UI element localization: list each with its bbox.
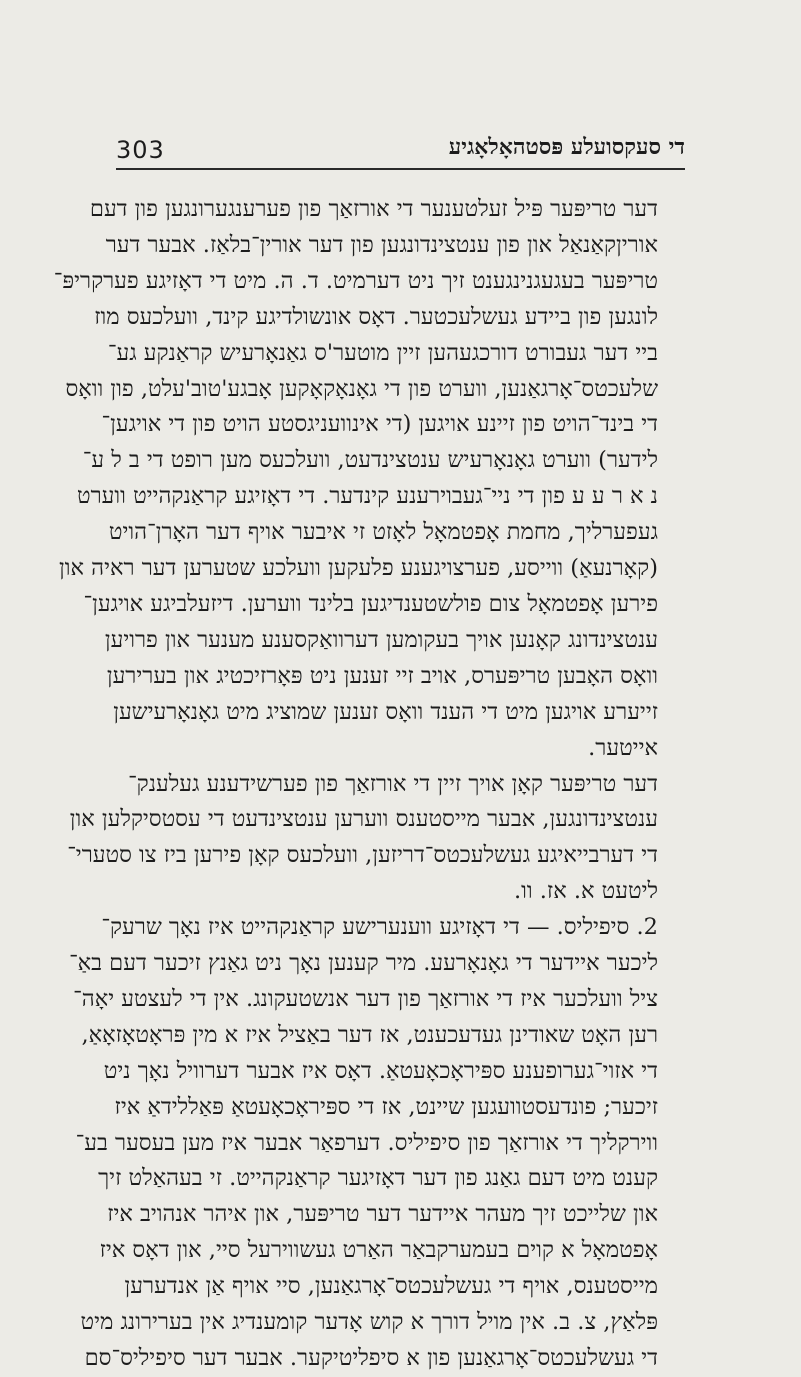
header-rule: [116, 168, 685, 170]
text-line: רען האָט שאודינן געדעכענט, אז דער באַציל איז א מין פּראָטאָזאָאַ,: [81, 1021, 658, 1048]
text-line: דער טריפּער קאָן אויך זיין די אורזאַך פון פערשידענע געלענק־: [128, 770, 658, 797]
running-head: די סעקסועלע פּסטהאָלאָגיע: [448, 134, 685, 160]
text-line: די אזוי־גערופענע ספּיראָכאָעטאַ. דאָס איז אבער דערוויל נאָך ניט: [103, 1057, 658, 1084]
paragraph-2: [67, 767, 686, 911]
text-line: ליכער איידער די גאָנאָרעע. מיר קענען נאָך ניט גאַנץ זיכער דעם באַ־: [69, 950, 658, 977]
text-line: קענט מיט דעם גאַנג פון דער דאָזיגער קראַנקהייט. זי בעהאַלט זיך: [98, 1165, 658, 1192]
text-line: שלעכטס־אָרגאַנען, ווערט פון די גאָנאָקאָקען אָבגע'טוב'עלט, פון וואָס: [65, 375, 658, 402]
text-line: טריפּער בעגעגנינגענט זיך ניט דערמיט. ד. ה. מיט די דאָזיגע פערקריפּ־: [53, 267, 658, 294]
paragraph-1: [53, 192, 686, 767]
text-line: אָפטמאָל א קוים בעמערקבאַר האַרט געשווירעל סיי, און דאָס איז: [99, 1237, 658, 1264]
text-line: ביי דער געבורט דורכגעהען זיין מוטער'ס גאַנאָרעיש קראַנקע גע־: [107, 339, 658, 366]
text-line: פּלאַץ, צ. ב. אין מויל דורך א קוש אָדער קומענדיג אין בערירונג מיט: [80, 1309, 658, 1336]
text-line: (קאָרנעאַ) ווייסע, פערצויגענע פלעקען וועלכע שטערען דער ראיה און: [59, 555, 658, 582]
text-line: ווירקליך די אורזאַך פון סיפיליס. דערפאַר אבער איז מען בעסער בע־: [75, 1129, 658, 1156]
text-line: אייטער.: [588, 734, 658, 761]
text-line: ענטצינדונגען, אבער מייסטענס ווערען ענטצינדעט די עסטסיקלען און: [69, 806, 658, 833]
page-number: 303: [116, 136, 165, 164]
page-header: [116, 134, 685, 174]
text-line: לונגען פון ביידע געשלעכטער. דאָס אונשולדיגע קינד, וועלכעס מוז: [94, 303, 658, 330]
text-line: וואָס האָבען טריפּערס, אויב זיי זענען ניט פּאָרזיכטיג און בערירען: [106, 662, 658, 689]
text-line: נ א ר ע ע פון די ניי־געבוירענע קינדער. די דאָזיגע קראַנקהייט ווערט: [77, 483, 658, 510]
text-line: און שלייכט זיך מעהר איידער דער טריפּער, און איהר אנהויב איז: [107, 1201, 658, 1228]
text-line: פירען אָפטמאָל צום פולשטענדיגען בלינד ווערען. דיזעלביגע אויגען־: [83, 590, 658, 617]
body-text: [53, 192, 686, 1377]
text-line: ציל וועלכער איז די אורזאַך פון דער אנשטעקונג. אין די לעצטע יאָה־: [73, 985, 658, 1012]
text-line: די בינד־הויט פון זיינע אויגען (די אינוועניגסטע הויט פון די אויגען־: [101, 411, 658, 438]
text-line: די געשלעכטס־אָרגאַנען פון א סיפליטיקער. אבער דער סיפיליס־סם: [84, 1345, 658, 1371]
text-line: זיכער; פונדעסטוועגען שיינט, אז די ספּיראָכאָעטאַ פּאַללידאַ איז: [114, 1093, 658, 1120]
text-line: 2. סיפיליס. — די דאָזיגע ווענערישע קראַנקהייט איז נאָך שרעק־: [101, 914, 658, 941]
paragraph-3: [69, 910, 686, 1377]
text-line: דער טריפּער פּיל זעלטענער די אורזאַך פון פערענגערונגען פון דעם: [89, 196, 658, 222]
text-line: לידער) ווערט גאָנאָרעיש ענטצינדעט, וועלכעס מען רופט די ב ל ע־: [82, 447, 658, 474]
text-line: ליטעט א. אז. וו.: [513, 878, 658, 905]
text-line: די דערבייאיגע געשלעכטס־דריזען, וועלכעס קאָן פירען ביז צו סטערי־: [67, 842, 658, 869]
text-line: געפערליך, מחמת אָפטמאָל לאָזט זי איבער אויף דער האָרן־הויט: [108, 519, 658, 546]
text-line: מייסטענס, אויף די געשלעכטס־אָרגאַנען, סיי אויף אַן אנדערען: [124, 1273, 658, 1300]
text-line: ענטצינדונג קאָנען אויך בעקומען דערוואַקסענע מענער און פרויען: [104, 626, 658, 653]
text-line: זייערע אויגען מיט די הענד וואָס זענען שמוציג מיט גאָנאָרעישען: [113, 698, 658, 725]
text-line: אוריןקאַנאַל און פון ענטצינדונגען פון דער אורין־בלאַז. אבער דער: [105, 231, 658, 258]
